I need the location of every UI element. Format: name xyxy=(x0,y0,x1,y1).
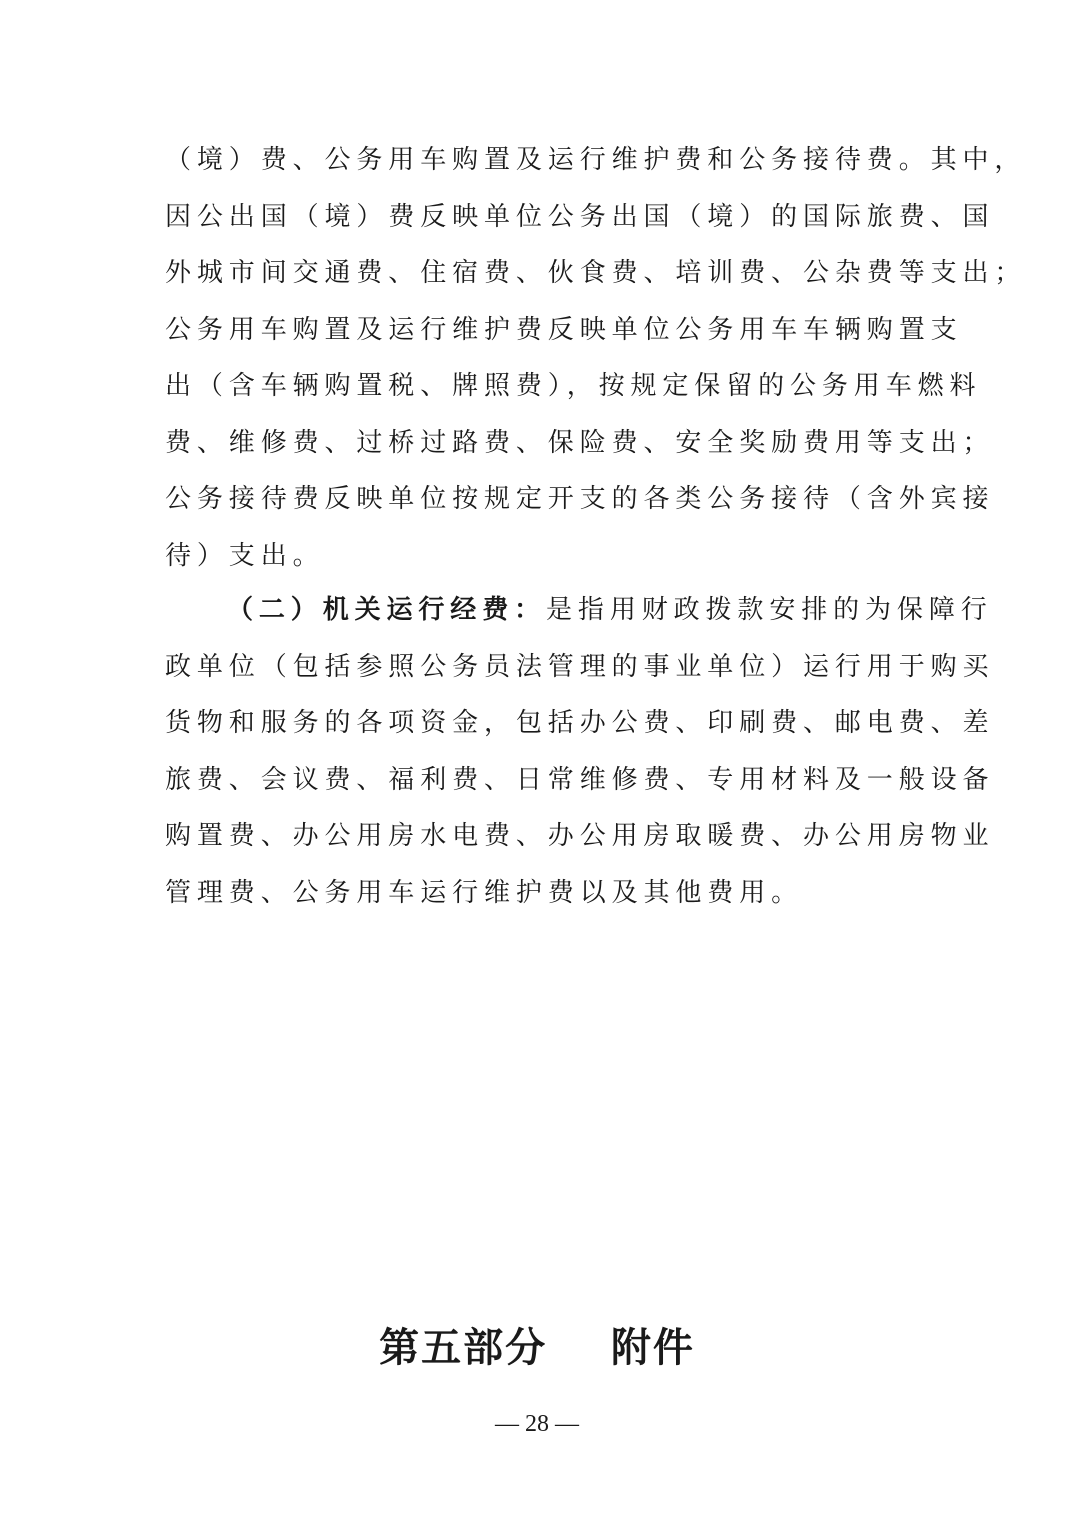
paragraph-public-expenses xyxy=(165,132,1027,584)
text-line-rest: 是指用财政拨款安排的为保障行 xyxy=(546,595,993,625)
paragraph-operating-expenses xyxy=(165,582,995,921)
page-number: — 28 — xyxy=(495,1411,579,1437)
paragraph-heading: （二）机关运行经费： xyxy=(227,595,547,625)
text-line: 因公出国（境）费反映单位公务出国（境）的国际旅费、国 xyxy=(165,201,995,232)
text-line: 待）支出。 xyxy=(165,540,325,571)
section-title: 第五部分 附件 xyxy=(379,1325,695,1371)
paragraph-first-line xyxy=(165,582,993,639)
text-line: 购置费、办公用房水电费、办公用房取暖费、办公用房物业 xyxy=(165,821,995,851)
text-line: 出（含车辆购置税、牌照费），按规定保留的公务用车燃料 xyxy=(165,371,982,401)
text-line: 公务用车购置及运行维护费反映单位公务用车车辆购置支 xyxy=(165,314,963,345)
text-line: 公务接待费反映单位按规定开支的各类公务接待（含外宾接 xyxy=(165,484,995,514)
text-line: 费、维修费、过桥过路费、保险费、安全奖励费用等支出； xyxy=(165,427,995,458)
text-line: 管理费、公务用车运行维护费以及其他费用。 xyxy=(165,877,804,908)
text-line: （境）费、公务用车购置及运行维护费和公务接待费。其中， xyxy=(165,145,1027,175)
text-line: 外城市间交通费、住宿费、伙食费、培训费、公杂费等支出； xyxy=(165,258,1027,288)
text-line: 旅费、会议费、福利费、日常维修费、专用材料及一般设备 xyxy=(165,764,995,795)
text-line: 政单位（包括参照公务员法管理的事业单位）运行用于购买 xyxy=(165,651,995,682)
text-line: 货物和服务的各项资金，包括办公费、印刷费、邮电费、差 xyxy=(165,708,995,738)
